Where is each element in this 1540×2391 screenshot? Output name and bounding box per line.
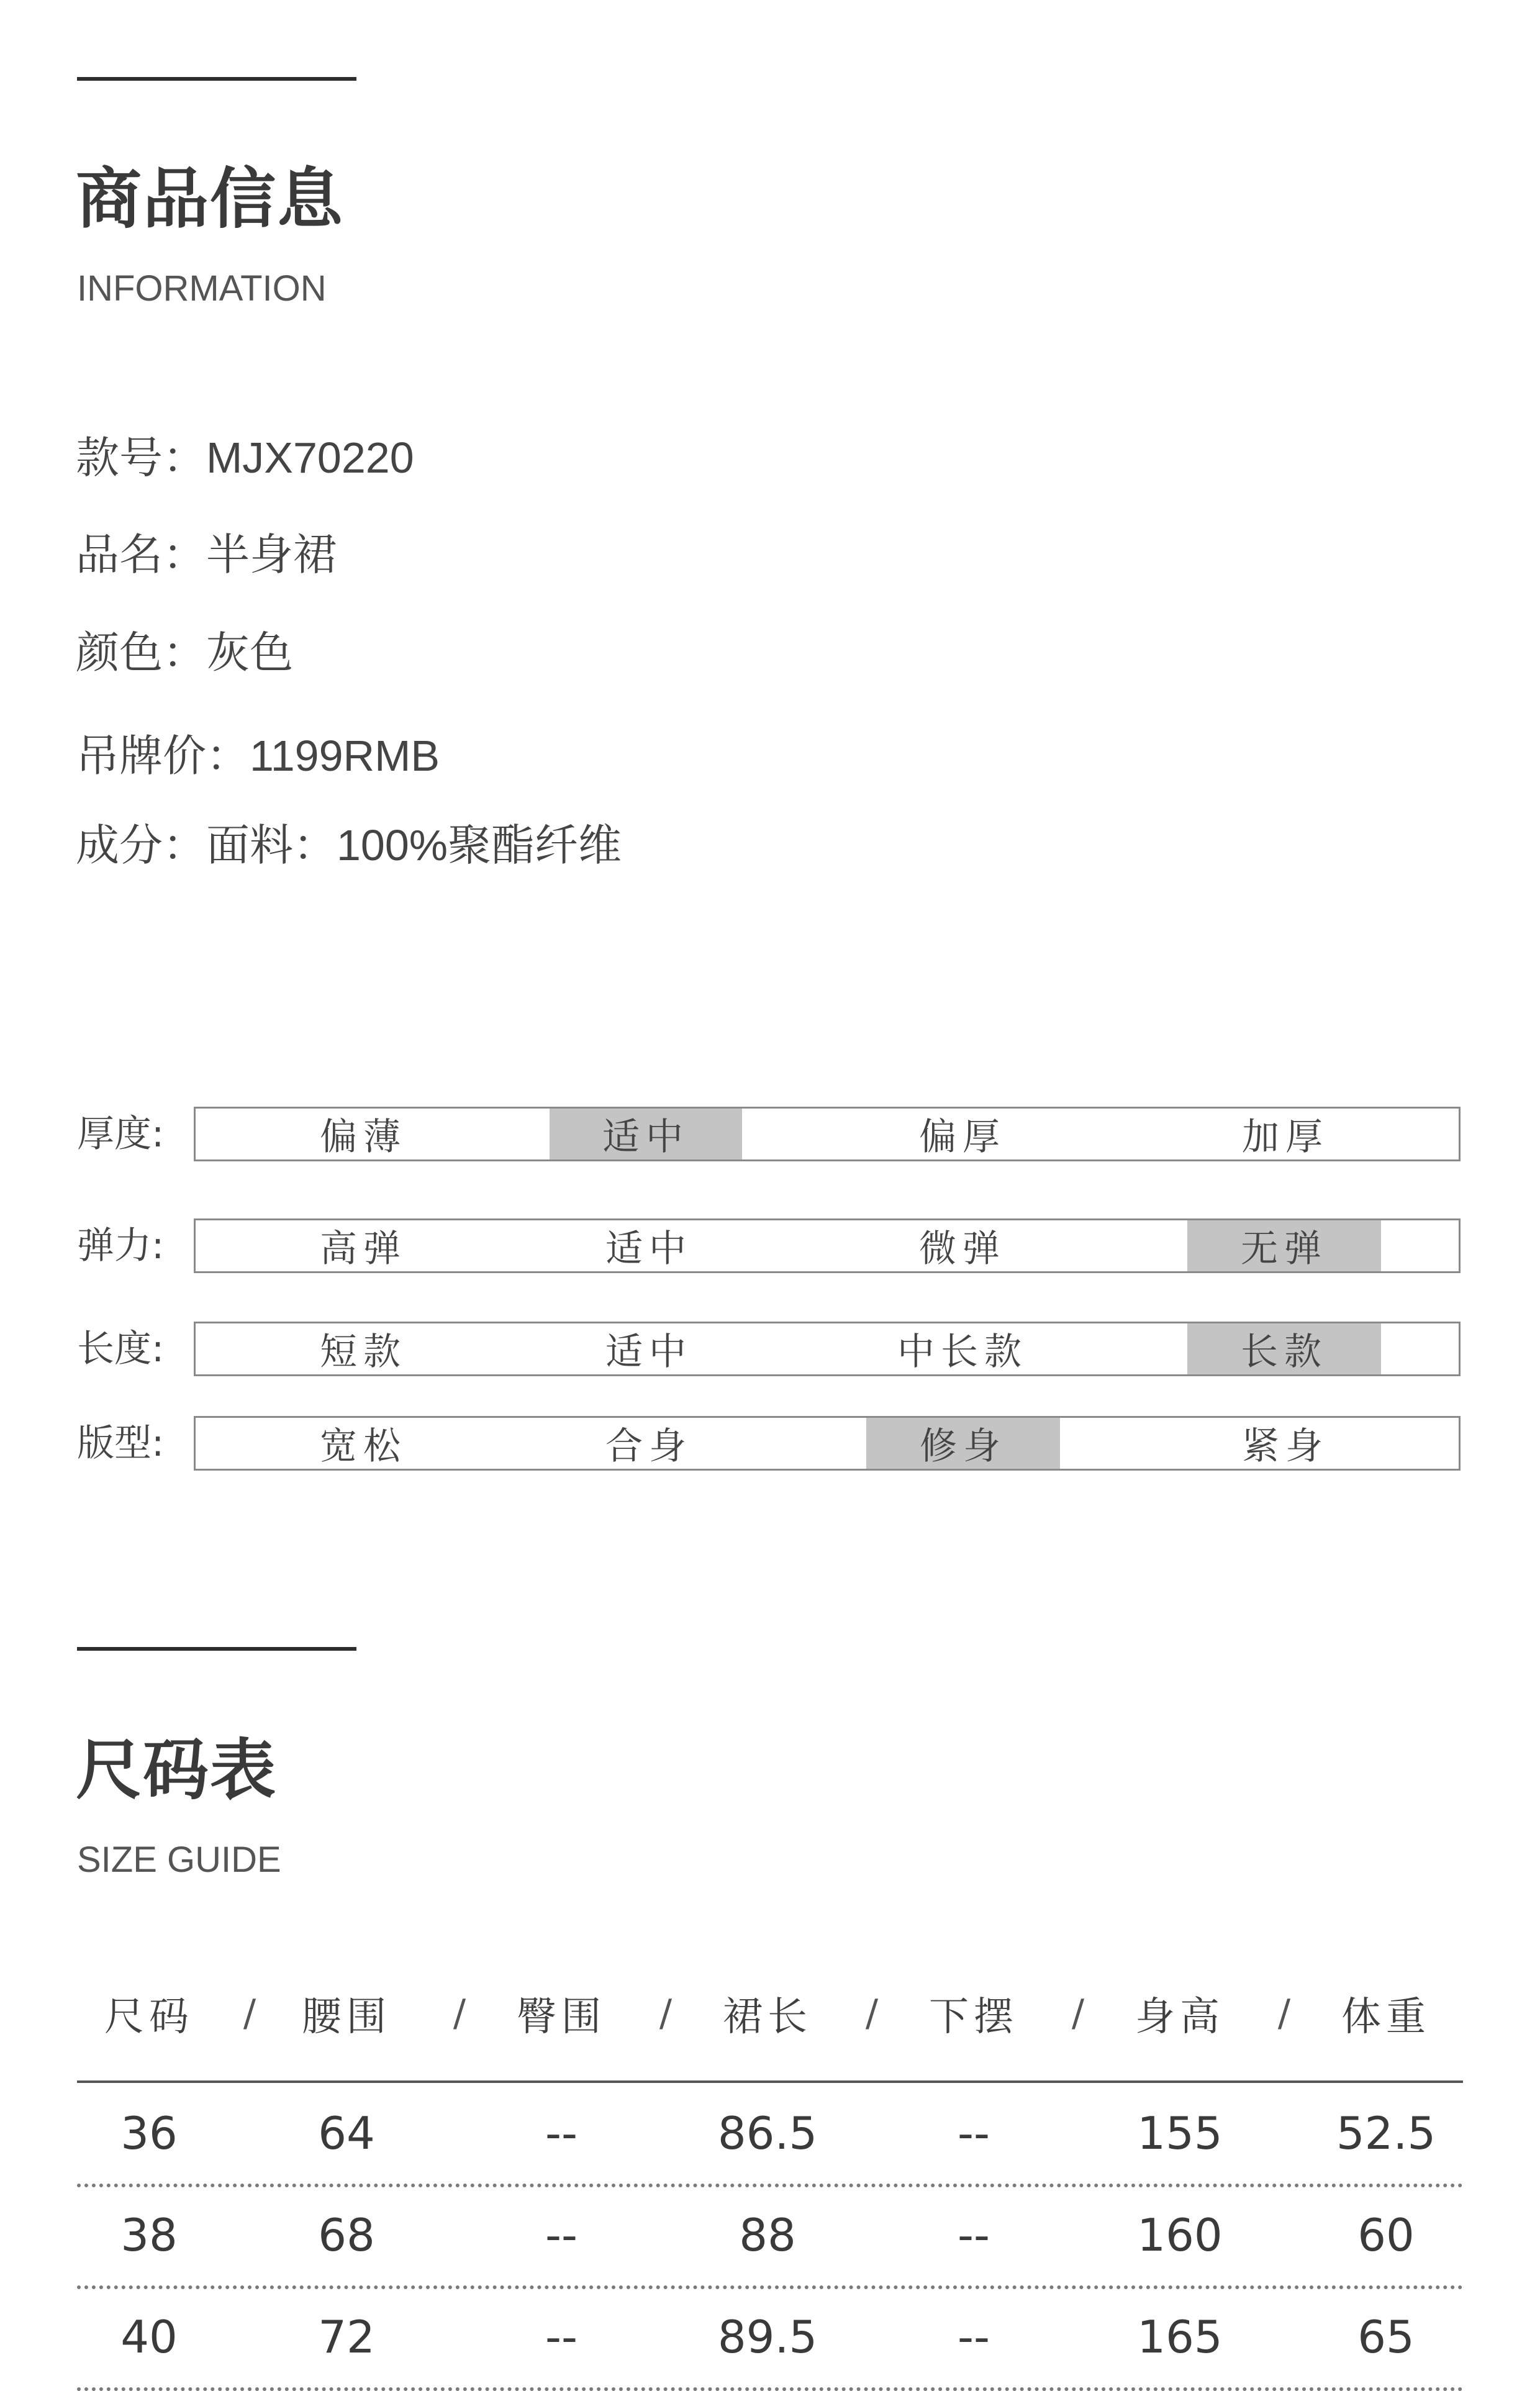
info-value: 半身裙: [206, 530, 337, 579]
attr-option-selected: 无弹: [1187, 1220, 1381, 1271]
size-table-cell: 38: [120, 2209, 178, 2261]
attr-option: 适中: [605, 1227, 692, 1271]
info-line-style-number: [76, 432, 414, 483]
attr-option: 合身: [605, 1425, 692, 1468]
attr-option: 高弹: [320, 1227, 407, 1271]
size-table-cell: 40: [120, 2311, 178, 2363]
size-table-cell: 89.5: [717, 2311, 818, 2363]
info-label: 成分：: [76, 820, 206, 871]
attr-label-length: 长度:: [77, 1327, 165, 1371]
info-line-tag-price: [76, 730, 440, 781]
attr-label-fit: 版型:: [77, 1422, 165, 1465]
attr-option: 宽松: [320, 1425, 407, 1468]
size-table-header: [0, 1976, 1540, 2051]
attr-label-elasticity: 弹力:: [77, 1224, 165, 1268]
attr-option: 中长款: [897, 1330, 1028, 1374]
info-value: 面料：100%聚酯纤维: [206, 821, 622, 869]
info-section-title: 商品信息: [76, 161, 344, 237]
attr-scale-thickness: [194, 1107, 1461, 1161]
size-table-cell: --: [545, 2107, 578, 2159]
size-table-header-separator: /: [865, 1992, 879, 2035]
info-label: 吊牌价：: [76, 730, 250, 781]
attr-option: 紧身: [1242, 1425, 1329, 1468]
size-table-header-cell: 下摆: [929, 1994, 1018, 2040]
attr-option: 适中: [605, 1330, 692, 1374]
info-section-rule: [77, 77, 356, 81]
size-table-row-divider: [77, 2387, 1463, 2391]
attr-option-selected: 修身: [866, 1418, 1060, 1469]
size-table-cell: 52.5: [1336, 2107, 1436, 2159]
size-table-header-separator: /: [243, 1992, 256, 2035]
attr-scale-elasticity: [194, 1218, 1461, 1273]
size-table-header-separator: /: [1071, 1992, 1085, 2035]
attr-option: 短款: [320, 1330, 407, 1374]
size-table-header-separator: /: [1277, 1992, 1291, 2035]
size-table-cell: 36: [120, 2107, 178, 2159]
size-table-cell: 72: [318, 2311, 375, 2363]
info-label: 款号：: [76, 432, 206, 483]
size-table-header-cell: 体重: [1341, 1994, 1431, 2040]
attr-label-thickness: 厚度:: [77, 1112, 165, 1156]
size-table-header-cell: 腰围: [302, 1994, 391, 2040]
size-table-cell: 86.5: [717, 2107, 818, 2159]
size-table-cell: 60: [1357, 2209, 1415, 2261]
size-table-cell: --: [958, 2107, 990, 2159]
size-table-cell: 155: [1137, 2107, 1223, 2159]
size-table-row: [0, 2287, 1540, 2387]
size-table-header-separator: /: [453, 1992, 466, 2035]
size-table-header-cell: 身高: [1135, 1994, 1225, 2040]
size-table-cell: --: [958, 2311, 990, 2363]
attr-option-selected: 长款: [1187, 1323, 1381, 1374]
size-table-row: [0, 2185, 1540, 2285]
attr-scale-length: [194, 1322, 1461, 1376]
size-table-row: [0, 2083, 1540, 2184]
size-table-header-cell: 裙长: [723, 1994, 812, 2040]
info-label: 品名：: [76, 529, 206, 580]
attr-scale-fit: [194, 1416, 1461, 1471]
size-table-cell: --: [545, 2209, 578, 2261]
info-line-color: [76, 627, 293, 678]
size-table-cell: 88: [739, 2209, 796, 2261]
size-table-header-cell: 尺码: [104, 1994, 194, 2040]
info-value: 1199RMB: [250, 732, 440, 780]
info-label: 颜色：: [76, 627, 206, 678]
attr-option: 微弹: [919, 1227, 1006, 1271]
info-value: 灰色: [206, 628, 293, 677]
attr-option-selected: 适中: [550, 1109, 742, 1159]
size-section-subtitle: SIZE GUIDE: [77, 1840, 281, 1880]
size-table-cell: 64: [318, 2107, 375, 2159]
size-table-header-cell: 臀围: [517, 1994, 606, 2040]
size-table-cell: 165: [1137, 2311, 1223, 2363]
size-table-cell: 65: [1357, 2311, 1415, 2363]
size-table-cell: --: [958, 2209, 990, 2261]
attr-option: 偏厚: [919, 1115, 1006, 1159]
size-section-rule: [77, 1647, 356, 1651]
size-table-cell: 160: [1137, 2209, 1223, 2261]
info-line-composition: [76, 820, 622, 871]
info-value: MJX70220: [206, 433, 414, 482]
attr-option: 偏薄: [320, 1115, 407, 1159]
attr-option: 加厚: [1242, 1115, 1329, 1159]
info-section-subtitle: INFORMATION: [77, 268, 327, 309]
size-table-cell: 68: [318, 2209, 375, 2261]
size-table-header-separator: /: [659, 1992, 673, 2035]
size-table-cell: --: [545, 2311, 578, 2363]
size-section-title: 尺码表: [76, 1732, 277, 1808]
info-line-product-name: [76, 529, 337, 580]
